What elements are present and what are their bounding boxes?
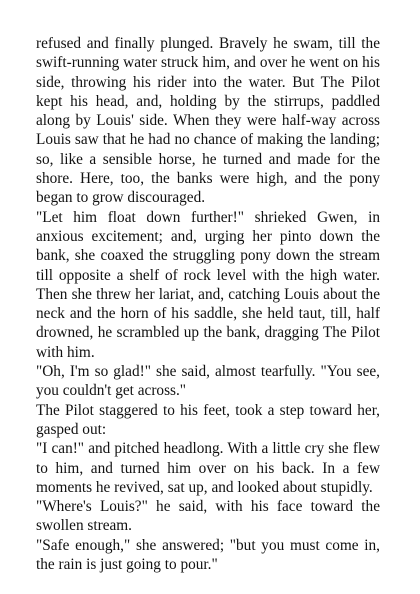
paragraph: "Where's Louis?" he said, with his face toward the swollen stream. bbox=[36, 498, 380, 535]
paragraph: refused and finally plunged. Bravely he swam, till the swift-running water struck him, and over he went on his side, throwing his rider into the water. But The Pilot kept his head, and, holding by the stirrups, paddled along by Louis' side. When they were half-way across Louis saw that he had no chance of making the landing; so, like a sensible horse, he turned and made for the shore. Here, too, the banks were high, and the pony began to grow discouraged. bbox=[36, 35, 380, 207]
paragraph: "Let him float down further!" shrieked Gwen, in anxious excitement; and, urging her pinto down the bank, she coaxed the struggling pony down the stream till opposite a shelf of rock level with the high water. Then she threw her lariat, and, catching Louis about the neck and the horn of his saddle, she held taut, till, half drowned, he scrambled up the bank, dragging The Pilot with him. bbox=[36, 208, 380, 361]
paragraph: "I can!" and pitched headlong. With a little cry she flew to him, and turned him over on his back. In a few moments he revived, sat up, and looked about stupidly. bbox=[36, 440, 380, 496]
page-body bbox=[36, 34, 380, 574]
paragraph: "Oh, I'm so glad!" she said, almost tearfully. "You see, you couldn't get across." bbox=[36, 363, 380, 400]
paragraph: The Pilot staggered to his feet, took a step toward her, gasped out: bbox=[36, 401, 380, 438]
paragraph: "Safe enough," she answered; "but you must come in, the rain is just going to pour." bbox=[36, 536, 380, 574]
